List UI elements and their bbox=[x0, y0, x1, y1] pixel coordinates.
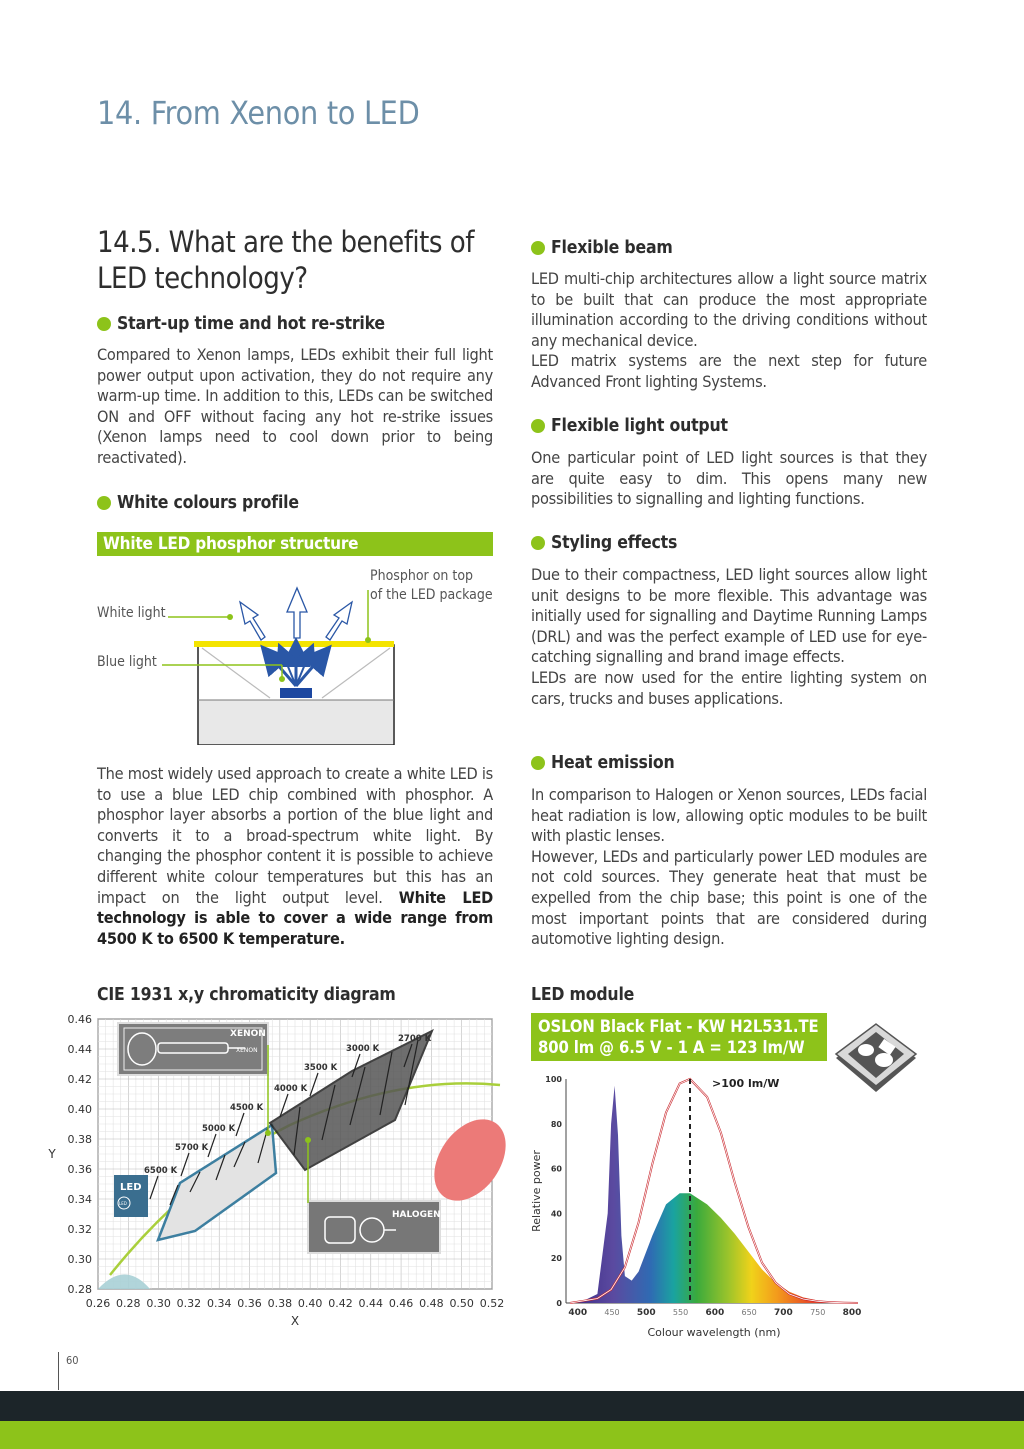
led-spectrum-area bbox=[570, 1086, 858, 1303]
footer-dark-band bbox=[0, 1391, 1024, 1421]
cie-xlabel: X bbox=[290, 1314, 300, 1328]
spectrum-ytick: 60 bbox=[550, 1164, 562, 1174]
cie-xtick: 0.40 bbox=[297, 1297, 323, 1310]
spectrum-xtick: 450 bbox=[604, 1308, 620, 1317]
section-title: 14.5. What are the benefits of LED technology? bbox=[97, 225, 474, 295]
flexible-output-heading: Flexible light output bbox=[531, 416, 728, 436]
spectrum-xtick: 800 bbox=[842, 1308, 862, 1318]
cie-ylabel: Y bbox=[48, 1147, 56, 1161]
cie-xtick: 0.48 bbox=[419, 1297, 444, 1310]
chapter-title: 14. From Xenon to LED bbox=[97, 94, 420, 132]
oslon-box bbox=[531, 1013, 827, 1061]
spectrum-ytick: 100 bbox=[545, 1075, 562, 1084]
cie-xtick: 0.32 bbox=[176, 1297, 202, 1310]
spectrum-xtick: 500 bbox=[636, 1308, 656, 1318]
flexible-output-text: One particular point of LED light sources is that they are quite easy to dim. This opens many new possibilities to signalling and lighting functions. bbox=[531, 448, 927, 509]
halogen-box bbox=[308, 1201, 440, 1253]
spectrum-ytick: 80 bbox=[550, 1119, 562, 1129]
cie-ytick: 0.40 bbox=[67, 1103, 92, 1116]
cie-xtick: 0.36 bbox=[237, 1297, 262, 1310]
styling-text: Due to their compactness, LED light sources allow light unit designs to be more flexible. This advantage was initially used for signalling and Daytime Running Lamps (DRL) and was the perfect example of LED use for eye-catching signalling and brand image effects. LEDs are now used for the entire lighting system on cars, trucks and buses applications. bbox=[531, 565, 927, 708]
bullet-dot-icon bbox=[97, 496, 111, 510]
spectrum-xtick: 550 bbox=[672, 1308, 689, 1317]
oslon-line2: 800 lm @ 6.5 V - 1 A = 123 lm/W bbox=[538, 1038, 805, 1057]
white-light-arrows bbox=[240, 588, 352, 640]
cie-ytick: 0.38 bbox=[67, 1133, 92, 1146]
spectrum-ytick: 40 bbox=[550, 1209, 562, 1219]
white-colours-heading: White colours profile bbox=[97, 493, 299, 513]
cie-xtick: 0.30 bbox=[146, 1297, 171, 1310]
cie-xtick: 0.50 bbox=[449, 1297, 474, 1310]
footer-green-band bbox=[0, 1421, 1024, 1449]
cie-xtick: 0.52 bbox=[479, 1297, 505, 1310]
cie-temp-label: 3000 K bbox=[346, 1044, 380, 1054]
halogen-label: HALOGEN bbox=[392, 1210, 441, 1220]
cie-ytick: 0.42 bbox=[67, 1073, 92, 1086]
white-light-label: White light bbox=[97, 605, 166, 621]
cie-xtick: 0.44 bbox=[358, 1297, 384, 1310]
page-number: 60 bbox=[66, 1354, 79, 1367]
bullet-dot-icon bbox=[531, 536, 545, 550]
styling-heading: Styling effects bbox=[531, 533, 677, 553]
bullet-dot-icon bbox=[531, 241, 545, 255]
startup-heading: Start-up time and hot re-strike bbox=[97, 314, 385, 334]
blue-led-chip bbox=[280, 688, 312, 698]
cie-xtick: 0.46 bbox=[388, 1297, 414, 1310]
spectrum-xtick: 600 bbox=[705, 1308, 725, 1318]
cie-xtick: 0.34 bbox=[206, 1297, 232, 1310]
spectrum-xtick: 650 bbox=[741, 1308, 757, 1317]
startup-text: Compared to Xenon lamps, LEDs exhibit their full light power output upon activation, they do not require any warm-up time. In addition to this, LEDs can be switched ON and OFF without facing any hot re-strike issues (Xenon lamps need to cool down prior to being reactivated). bbox=[97, 345, 493, 467]
blue-light-label: Blue light bbox=[97, 654, 157, 670]
flexible-beam-text: LED multi-chip architectures allow a light source matrix to be built that can produce the most appropriate illumination according to the driving conditions without any mechanical device. LED matrix systems are the next step for future Advanced Front lighting Systems. bbox=[531, 269, 927, 391]
heat-text: In comparison to Halogen or Xenon sources, LEDs facial heat radiation is low, allowing optic modules to be built with plastic lenses. However, LEDs and particularly power LED modules are not cold sources. They generate heat that must be expelled from the chip base; this point is one of the most important points that are considered during automotive lighting design. bbox=[531, 785, 927, 949]
phosphor-label: Phosphor on top of the LED package bbox=[370, 568, 493, 603]
spectrum-xtick: 750 bbox=[810, 1308, 826, 1317]
led-module-title: LED module bbox=[531, 985, 635, 1005]
spectrum-ylabel: Relative power bbox=[530, 1150, 543, 1232]
spectrum-ytick: 20 bbox=[550, 1254, 562, 1264]
cie-temp-label: 6500 K bbox=[144, 1166, 178, 1176]
cie-xtick: 0.42 bbox=[328, 1297, 353, 1310]
led-badge: LED bbox=[119, 1201, 127, 1206]
phosphor-structure-bar: White LED phosphor structure bbox=[97, 532, 493, 556]
efficacy-annotation: >100 lm/W bbox=[712, 1077, 780, 1090]
cie-xtick: 0.28 bbox=[116, 1297, 141, 1310]
bullet-dot-icon bbox=[531, 756, 545, 770]
cie-ytick: 0.30 bbox=[67, 1253, 92, 1266]
heat-heading: Heat emission bbox=[531, 753, 675, 773]
cie-title: CIE 1931 x,y chromaticity diagram bbox=[97, 985, 396, 1005]
cie-ytick: 0.44 bbox=[67, 1043, 92, 1056]
bullet-dot-icon bbox=[97, 317, 111, 331]
cie-ytick: 0.36 bbox=[67, 1163, 92, 1176]
page-number-rule bbox=[58, 1352, 59, 1390]
xenon-brand: XENON bbox=[236, 1047, 258, 1054]
cie-ytick: 0.46 bbox=[67, 1013, 92, 1026]
package-base bbox=[199, 700, 393, 744]
cie-temp-label: 2700 K bbox=[398, 1034, 432, 1044]
cie-xtick: 0.26 bbox=[85, 1297, 111, 1310]
cie-ytick: 0.34 bbox=[67, 1193, 92, 1206]
approach-text: The most widely used approach to create a white LED is to use a blue LED chip combined with phosphor. A phosphor layer absorbs a portion of the blue light and converts it to a broad-spectrum white light. By changing the phosphor content it is possible to achieve different white colour temperatures but this has an impact on the light output level. White LED technology is able to cover a wide range from 4500 K to 6500 K temperature. bbox=[97, 764, 494, 948]
approach-bold: White LED technology is able to cover a wide range from 4500 K to 6500 K temperature. bbox=[97, 887, 494, 948]
cie-temp-label: 4000 K bbox=[274, 1084, 308, 1094]
led-label: LED bbox=[120, 1182, 142, 1193]
phosphor-layer bbox=[194, 641, 394, 647]
spectrum-chart bbox=[528, 1065, 878, 1345]
spectrum-xtick: 700 bbox=[774, 1308, 793, 1318]
spectrum-xlabel: Colour wavelength (nm) bbox=[647, 1326, 781, 1339]
oslon-line1: OSLON Black Flat - KW H2L531.TE bbox=[538, 1017, 819, 1036]
cie-ytick: 0.32 bbox=[67, 1223, 92, 1236]
cie-temp-label: 3500 K bbox=[304, 1063, 338, 1073]
cie-ytick: 0.28 bbox=[67, 1283, 92, 1296]
cie-temp-label: 5700 K bbox=[175, 1143, 209, 1153]
cie-diagram bbox=[40, 1005, 510, 1335]
flexible-beam-heading: Flexible beam bbox=[531, 238, 673, 258]
cie-temp-label: 4500 K bbox=[230, 1103, 264, 1113]
spectrum-xtick: 400 bbox=[568, 1308, 588, 1318]
cie-temp-label: 5000 K bbox=[202, 1124, 236, 1134]
spectrum-ytick: 0 bbox=[556, 1299, 562, 1308]
xenon-label: XENON bbox=[230, 1029, 266, 1039]
cie-xtick: 0.38 bbox=[267, 1297, 293, 1310]
bullet-dot-icon bbox=[531, 419, 545, 433]
